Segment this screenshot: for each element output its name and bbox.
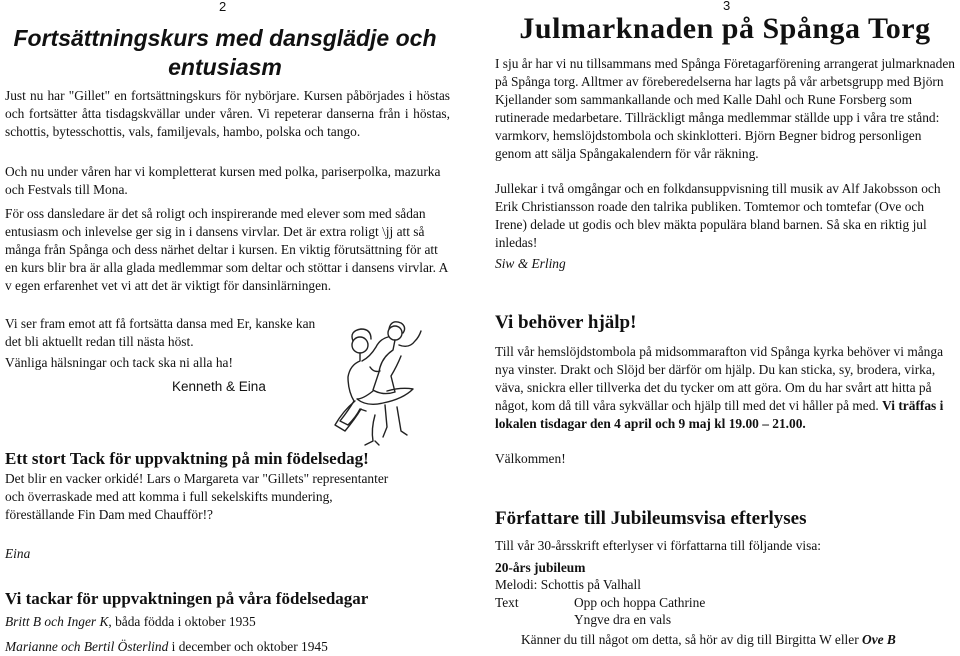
closing-line [521,631,956,649]
course-paragraph-2: Och nu under våren har vi kompletterat kursen med polka, pariserpolka, mazurka och Festvals till Mona. [5,164,441,197]
song-melody: Melodi: Schottis på Valhall [495,577,641,592]
signature-kenneth-eina: Kenneth & Eina [172,379,266,394]
page-number-right: 3 [723,0,731,13]
julmarknad-title: Julmarknaden på Spånga Torg [519,12,931,45]
song-text-label: Text [495,595,519,610]
birthday-detail-1: , båda födda i oktober 1935 [108,614,256,629]
dancing-couple-illustration [315,315,460,455]
help-meeting-times: Vi träffas i lokalen tisdagar den 4 april och 9 maj kl 19.00 – 21.00. [495,398,944,431]
page-number-left: 2 [219,0,227,14]
title-line-2: entusiasm [168,54,282,80]
help-heading: Vi behöver hjälp! [495,312,637,333]
title-line-1: Fortsättningskurs med dansglädje och [13,25,437,51]
course-paragraph-3: För oss dansledare är det så roligt och inspirerande med elever som med sådan entusiasm och inlevelse ger sig in i dansens virvlar. Det är extra roligt \jj att så många från Spånga och dess närhet deltar i kursen. En viktig förutsättning för att en kurs blir bra är alla glada medlemmar som deltar och stöttar i dansens virvlar. A v egen erfarenhet vet vi att det är viktigt för dansinlärningen. [5,206,448,293]
song-text-line-2: Yngve dra en vals [574,612,672,627]
course-paragraph-1: Just nu har "Gillet" en fortsättningskurs för nybörjare. Kursen påbörjades i höstas och fortsätter åtta tisdagskvällar under våren. Vi repeterar danserna från i höstas, schottis, bytesschottis, vals, familjevals, hambo, polska och tango. [5,88,450,139]
julmarknad-signature: Siw & Erling [495,256,566,271]
julmarknad-paragraph-2: Jullekar i två omgångar och en folkdansuppvisning till musik av Alf Jakobsson och Erik Christiansson roade den talrika publiken. Tomtemor och tomtefar (Ove och Irene) delade ut godis och blev mäkta populära bland barnen. Så ska en riktig jul inledas! [495,181,941,250]
help-paragraph [495,343,955,433]
article-title [0,24,450,82]
thanks-heading: Ett stort Tack för uppvaktning på min födelsedag! [5,449,369,468]
course-paragraph-4: Vi ser fram emot att få fortsätta dansa med Er, kanske kan det bli aktuellt redan till nästa höst. [5,316,316,349]
julmarknad-paragraph-1: I sju år har vi nu tillsammans med Spånga Företagarförening arrangerat julmarknaden på Spånga torg. Alltmer av föreberedelserna har lagts på vår arbetsgrupp med Björn Kjellander som sammankallande och med Kalle Dahl och Rune Forsberg som rutinerade medarbetare. Tillräckligt många medlemmar ställde upp i våra tre stånd: varmkorv, hemslöjdstombola och skinklotteri. Björn Begner bidrog personligen genom att sälja Spångakalendern för vår räkning. [495,56,955,161]
thanks-signature: Eina [5,546,31,561]
help-text: Till vår hemslöjdstombola på midsommarafton vid Spånga kyrka behöver vi många nya vinster. Drakt och Slöjd ber därför om hjälp. Du kan sticka, sy, brodera, virka, väva, snickra eller tillverka det du tycker om att göra. Om du har svårt att hitta på något, kom då till våra sykvällar och hjälp till med det vi håller på med. [495,344,944,413]
song-title: 20-års jubileum [495,560,586,575]
birthday-names-2: Marianne och Bertil Österlind [5,639,169,654]
birthday-names-1: Britt B och Inger K [5,614,109,629]
thanks-paragraph: Det blir en vacker orkidé! Lars o Margareta var "Gillets" representanter och överraskade med att komma i full sekelskifts mundering, föreställande Fin Dam med Chaufför!? [5,471,389,522]
closing-text: Känner du till något om detta, så hör av dig till Birgitta W eller [521,632,863,647]
birthday-detail-2: i december och oktober 1945 [168,639,328,654]
song-text-line-1: Opp och hoppa Cathrine [574,595,706,610]
author-paragraph: Till vår 30-årsskrift efterlyser vi författarna till följande visa: [495,538,821,553]
birthday-heading: Vi tackar för uppvaktningen på våra födelsedagar [5,589,369,608]
closing-contact: Ove B [862,632,896,647]
birthday-line-2 [5,638,465,656]
course-paragraph-5: Vänliga hälsningar och tack ska ni alla ha! [5,355,233,370]
welcome-text: Välkommen! [495,451,566,466]
birthday-line-1 [5,613,465,631]
author-heading: Författare till Jubileumsvisa efterlyses [495,508,807,529]
